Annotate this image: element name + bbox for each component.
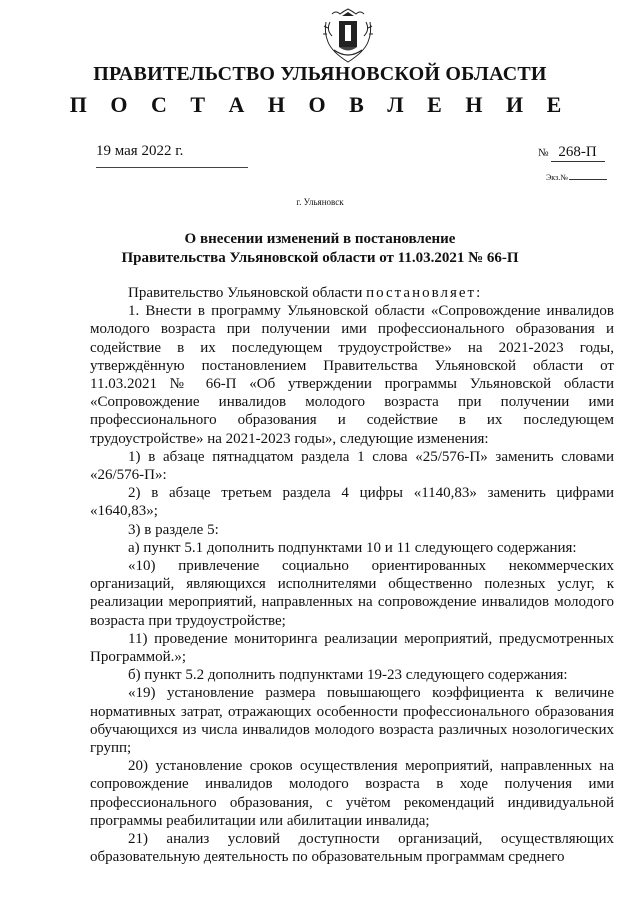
paragraph-6: «10) привлечение социально ориентированных некоммерческих организаций, являющихся исполнителями общественно полезных услуг, к реализации мероприятий, направленных на сопровождение инвалидов молодого возраста при трудоустройстве; bbox=[90, 558, 614, 629]
date-underline bbox=[96, 167, 248, 168]
document-subject bbox=[0, 230, 640, 268]
intro-prefix: Правительство Ульяновской области bbox=[128, 285, 367, 301]
paragraph-9: «19) установление размера повышающего коэффициента к величине нормативных затрат, отражающих особенности профессионального образования обучающихся из числа инвалидов молодого возраста различных нозологических групп; bbox=[90, 685, 614, 757]
paragraph-5: а) пункт 5.1 дополнить подпунктами 10 и 11 следующего содержания: bbox=[128, 539, 577, 556]
paragraph-8: б) пункт 5.2 дополнить подпунктами 19-23 следующего содержания: bbox=[128, 667, 568, 684]
city-name: г. Ульяновск bbox=[296, 197, 344, 207]
intro-spaced: постановляет bbox=[366, 285, 477, 301]
paragraph-2: 1) в абзаце пятнадцатом раздела 1 слова «25/576-П» заменить словами «26/576-П»: bbox=[90, 448, 614, 484]
subject-line-2: Правительства Ульяновской области от 11.03.2021 № 66-П bbox=[121, 250, 519, 266]
document-type: П О С Т А Н О В Л Е Н И Е bbox=[69, 92, 571, 117]
document-body bbox=[90, 284, 614, 867]
paragraph-4: 3) в разделе 5: bbox=[128, 521, 219, 538]
coat-of-arms-emblem bbox=[322, 8, 374, 64]
paragraph-11: 21) анализ условий доступности организаций, осуществляющих образовательную деятельность по образовательным программам среднего bbox=[90, 831, 614, 866]
intro-paragraph bbox=[90, 284, 614, 302]
paragraph-3: 2) в абзаце третьем раздела 4 цифры «1140,83» заменить цифрами «1640,83»; bbox=[90, 485, 614, 520]
number-sign: № bbox=[538, 147, 549, 159]
government-title: ПРАВИТЕЛЬСТВО УЛЬЯНОВСКОЙ ОБЛАСТИ bbox=[93, 63, 547, 85]
copy-label: Экз.№ bbox=[546, 173, 568, 182]
copy-number bbox=[546, 173, 607, 182]
subject-line-1: О внесении изменений в постановление bbox=[184, 231, 456, 247]
document-number bbox=[538, 144, 605, 162]
intro-suffix: : bbox=[476, 285, 481, 301]
paragraph-10: 20) установление сроков осуществления мероприятий, направленных на сопровождение инвалидов молодого возраста в ходе получения ими профессионального образования, с учётом рекомендаций индивидуальной программы реабилитации или абилитации инвалида; bbox=[90, 758, 614, 829]
paragraph-7: 11) проведение мониторинга реализации мероприятий, предусмотренных Программой.»; bbox=[90, 630, 614, 666]
copy-line bbox=[569, 179, 607, 180]
number-value: 268-П bbox=[551, 144, 605, 162]
document-date: 19 мая 2022 г. bbox=[96, 143, 184, 159]
paragraph-1: 1. Внести в программу Ульяновской области «Сопровождение инвалидов молодого возраста при получении ими профессионального образования и содействие в их последующем трудоустройстве» на 2021-2023 годы, утверждённую постановлением Правительства Ульяновской области от 11.03.2021 № 66-П «Об утверждении программы Ульяновской области «Сопровождение инвалидов молодого возраста при получении ими профессионального образования и содействие в их последующем трудоустройстве» на 2021-2023 годы», следующие изменения: bbox=[90, 303, 614, 447]
